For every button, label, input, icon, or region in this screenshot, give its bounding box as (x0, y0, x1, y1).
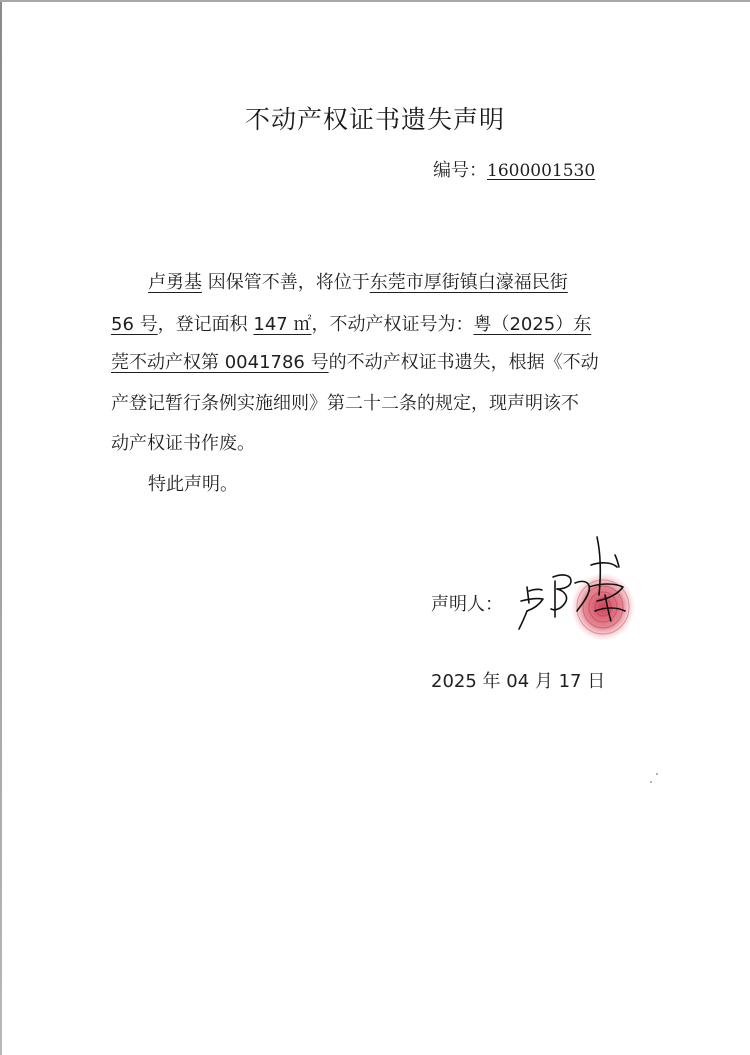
body-line-4: 产登记暂行条例实施细则》第二十二条的规定，现声明该不 (111, 393, 579, 414)
property-address-part1: 东莞市厚街镇白濠福民街 (369, 272, 568, 293)
scan-speck (650, 781, 652, 783)
declarant-name: 卢勇基 (148, 272, 202, 293)
property-address-part2: 56 号 (111, 314, 158, 335)
body-line-1 (148, 274, 568, 292)
body-line-3 (111, 354, 599, 372)
scan-speck (656, 773, 658, 775)
signature-with-fingerprint (505, 525, 655, 650)
loss-reason: 因保管不善，将位于 (207, 272, 370, 293)
serial-label: 编号： (433, 160, 487, 181)
page-left-edge (0, 0, 2, 1055)
document-title: 不动产权证书遗失声明 (244, 105, 505, 134)
declarant-row (431, 590, 503, 616)
registered-area: 147 ㎡ (253, 314, 312, 335)
certificate-number-part1: 粤（2025）东 (473, 314, 592, 335)
certificate-number-part2: 莞不动产权第 0041786 号 (111, 352, 329, 373)
body-line-5: 动产权证书作废。 (111, 433, 255, 454)
declarant-label: 声明人： (431, 594, 503, 615)
certificate-prefix: ，不动产权证号为： (311, 314, 474, 335)
page-top-edge (0, 0, 750, 2)
serial-number: 1600001530 (487, 161, 596, 181)
loss-statement: 的不动产权证书遗失，根据《不动 (328, 352, 599, 373)
declaration-date: 2025 年 04 月 17 日 (431, 671, 606, 692)
body-line-2 (111, 316, 591, 334)
area-prefix: ，登记面积 (157, 314, 248, 335)
closing-statement: 特此声明。 (148, 474, 238, 495)
serial-number-row (433, 156, 595, 182)
